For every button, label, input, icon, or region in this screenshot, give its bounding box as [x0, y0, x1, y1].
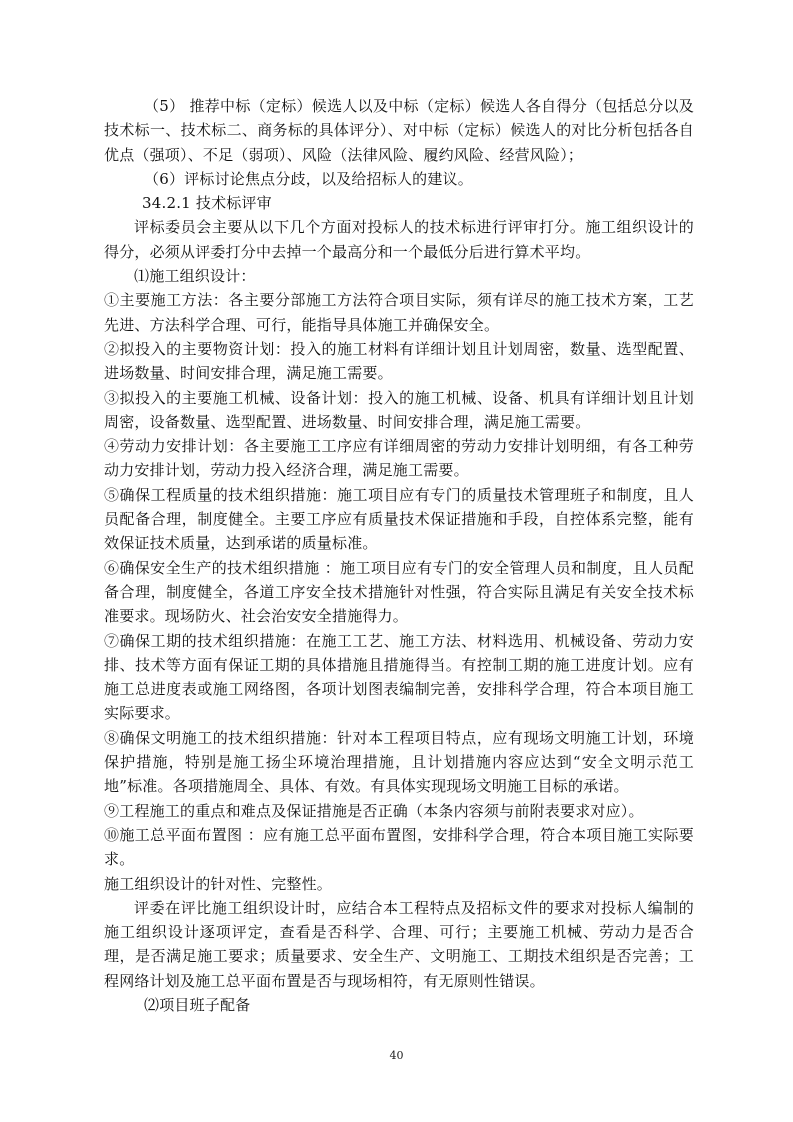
list-item: ④劳动力安排计划：各主要施工工序应有详细周密的劳动力安排计划明细，有各工种劳动力安排计划，劳动力投入经济合理，满足施工需要。: [104, 437, 694, 480]
page-number: 40: [389, 1049, 404, 1062]
list-item: ⑧确保文明施工的技术组织措施：针对本工程项目特点，应有现场文明施工计划，环境保护措施，特别是施工扬尘环境治理措施，且计划措施内容应达到“安全文明示范工地”标准。各项措施周全、具体、有效。有具体实现现场文明施工目标的承诺。: [104, 728, 694, 796]
list-item: ③拟投入的主要施工机械、设备计划：投入的施工机械、设备、机具有详细计划且计划周密，设备数量、选型配置、进场数量、时间安排合理，满足施工需要。: [104, 388, 694, 431]
subheading-construction-design: ⑴施工组织设计：: [134, 267, 256, 286]
paragraph-summary: 施工组织设计的针对性、完整性。: [104, 874, 333, 893]
paragraph-evaluation: 评委在评比施工组织设计时，应结合本工程特点及招标文件的要求对投标人编制的施工组织设计逐项评定，查看是否科学、合理、可行；主要施工机械、劳动力是否合理，是否满足施工要求；质量要求、安全生产、文明施工、工期技术组织是否完善；工程网络计划及施工总平面布置是否与现场相符，有无原则性错误。: [104, 898, 694, 990]
list-item: ⑩施工总平面布置图 ：应有施工总平面布置图，安排科学合理，符合本项目施工实际要求。: [104, 825, 694, 869]
paragraph-intro: 评标委员会主要从以下几个方面对投标人的技术标进行评审打分。施工组织设计的得分，必须从评委打分中去掉一个最高分和一个最低分后进行算术平均。: [104, 218, 694, 261]
body-text: [104, 94, 694, 1017]
subheading-project-team: ⑵项目班子配备: [144, 995, 251, 1014]
list-item: ①主要施工方法：各主要分部施工方法符合项目实际，须有详尽的施工技术方案，工艺先进、方法科学合理、可行，能指导具体施工并确保安全。: [104, 291, 694, 334]
list-item: ⑤确保工程质量的技术组织措施：施工项目应有专门的质量技术管理班子和制度，且人员配备合理，制度健全。主要工序应有质量技术保证措施和手段，自控体系完整，能有效保证技术质量，达到承诺的质量标准。: [104, 485, 694, 553]
paragraph-item-5: （5） 推荐中标（定标）候选人以及中标（定标）候选人各自得分（包括总分以及技术标一、技术标二、商务标的具体评分）、对中标（定标）候选人的对比分析包括各自优点（强项）、不足（弱项）、风险（法律风险、履约风险、经营风险）；: [104, 97, 694, 164]
paragraph-item-6: （6）评标讨论焦点分歧，以及给招标人的建议。: [144, 169, 473, 188]
list-item: ⑥确保安全生产的技术组织措施 ：施工项目应有专门的安全管理人员和制度，且人员配备合理，制度健全，各道工序安全技术措施针对性强，符合实际且满足有关安全技术标准要求。现场防火、社会治安安全措施得力。: [104, 558, 694, 626]
section-heading: 34.2.1 技术标评审: [142, 194, 272, 213]
list-item: ②拟投入的主要物资计划：投入的施工材料有详细计划且计划周密，数量、选型配置、进场数量、时间安排合理，满足施工需要。: [104, 339, 694, 383]
list-item: ⑨工程施工的重点和难点及保证措施是否正确（本条内容须与前附表要求对应）。: [104, 801, 644, 820]
list-item: ⑦确保工期的技术组织措施：在施工工艺、施工方法、材料选用、机械设备、劳动力安排、技术等方面有保证工期的具体措施且措施得当。有控制工期的施工进度计划。应有施工总进度表或施工网络图，各项计划图表编制完善，安排科学合理，符合本项目施工实际要求。: [104, 631, 694, 723]
